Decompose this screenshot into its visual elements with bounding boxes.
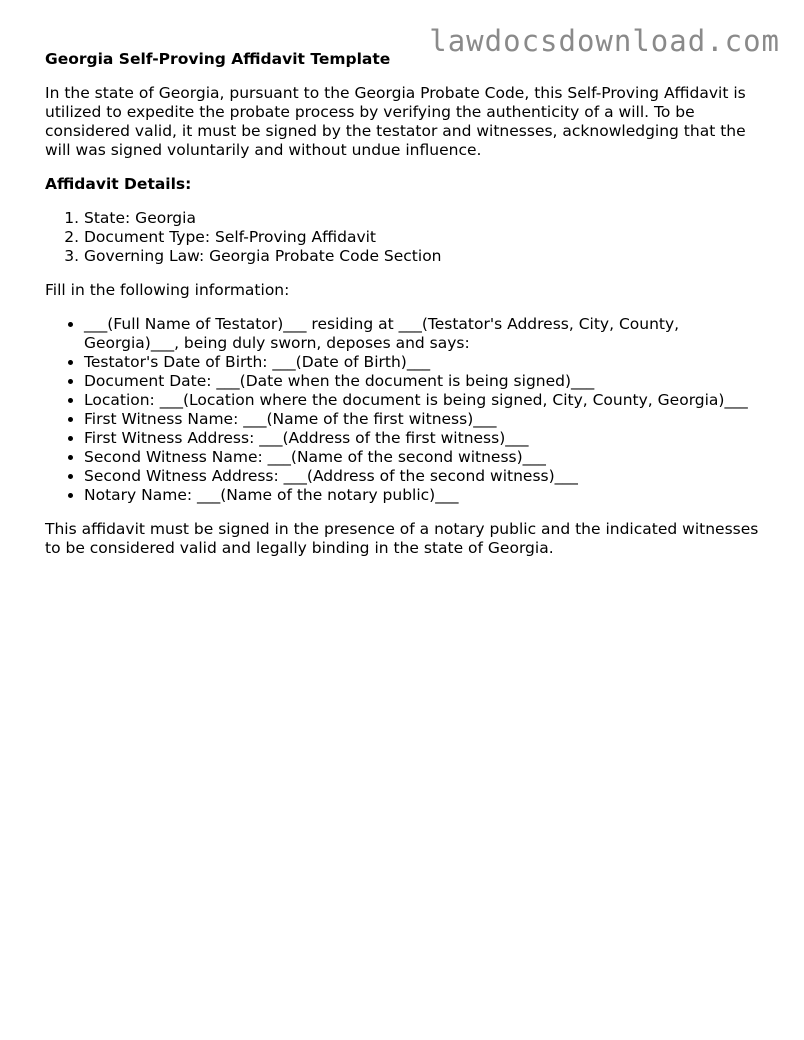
fields-list <box>45 315 770 505</box>
details-heading: Affidavit Details: <box>45 175 192 193</box>
intro-paragraph: In the state of Georgia, pursuant to the Georgia Probate Code, this Self-Proving Affidavit is utilized to expedite the probate process by verifying the authenticity of a will. To be considered valid, it must be signed by the testator and witnesses, acknowledging that the will was signed voluntarily and without undue influence. <box>45 84 746 159</box>
document-title: Georgia Self-Proving Affidavit Template <box>45 50 391 68</box>
field-second-witness-name: • Second Witness Name: ___(Name of the second witness)___ <box>84 448 770 467</box>
details-item-document-type: 2. Document Type: Self-Proving Affidavit <box>84 228 770 247</box>
field-testator-dob: • Testator's Date of Birth: ___(Date of Birth)___ <box>84 353 770 372</box>
closing-paragraph: This affidavit must be signed in the presence of a notary public and the indicated witnesses to be considered valid and legally binding in the state of Georgia. <box>45 520 759 557</box>
details-item-governing-law: 3. Governing Law: Georgia Probate Code Section <box>84 247 770 266</box>
details-list <box>45 209 770 266</box>
field-testator-name-address: • ___(Full Name of Testator)___ residing at ___(Testator's Address, City, County, Georgia)___, being duly sworn, deposes and says: <box>84 315 770 353</box>
field-notary-name: • Notary Name: ___(Name of the notary public)___ <box>84 486 770 505</box>
document-body <box>45 50 770 573</box>
field-second-witness-address: • Second Witness Address: ___(Address of the second witness)___ <box>84 467 770 486</box>
field-location: • Location: ___(Location where the document is being signed, City, County, Georgia)___ <box>84 391 770 410</box>
field-first-witness-address: • First Witness Address: ___(Address of the first witness)___ <box>84 429 770 448</box>
details-item-state: 1. State: Georgia <box>84 209 770 228</box>
site-watermark: lawdocsdownload.com <box>429 24 780 58</box>
field-document-date: • Document Date: ___(Date when the document is being signed)___ <box>84 372 770 391</box>
fill-in-instructions: Fill in the following information: <box>45 281 290 299</box>
field-first-witness-name: • First Witness Name: ___(Name of the first witness)___ <box>84 410 770 429</box>
